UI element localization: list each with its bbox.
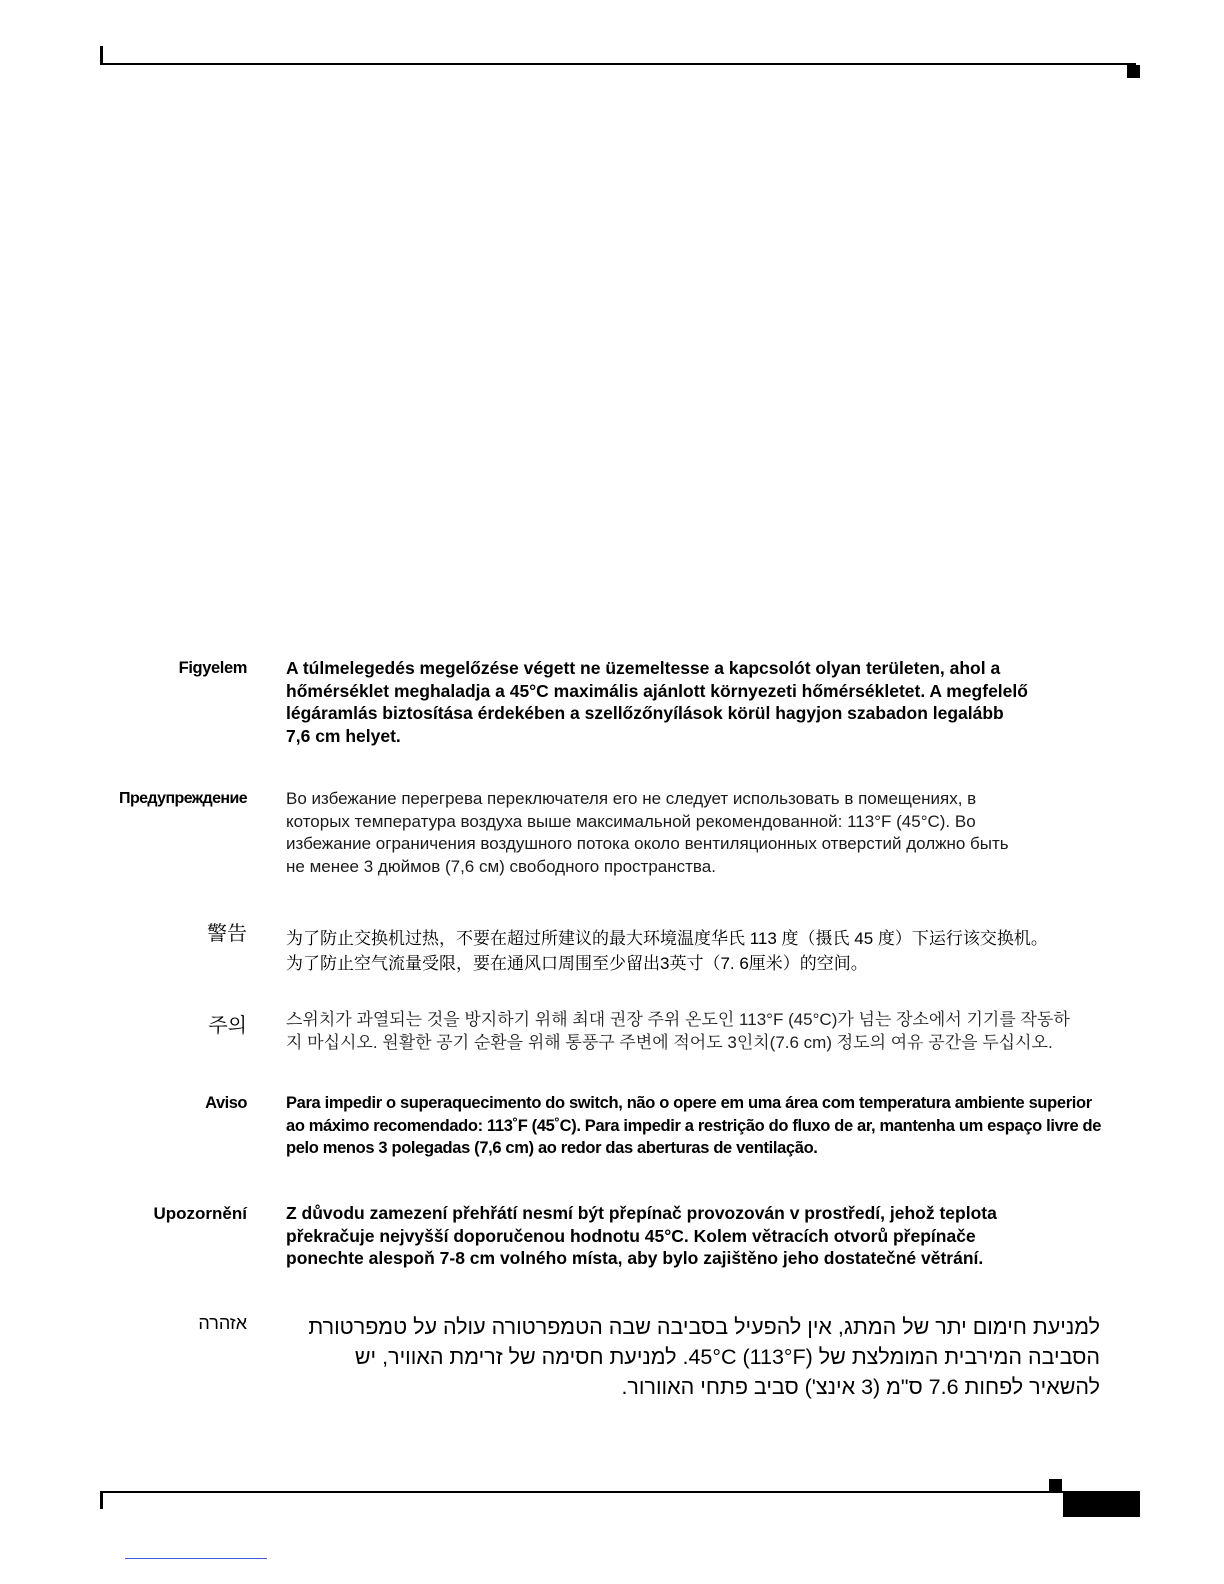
warning-label: Aviso (205, 1094, 247, 1112)
text-line: A túlmelegedés megelőzése végett ne üzemeltesse a kapcsolót olyan területen, ahol a (286, 658, 1001, 678)
warning-text (286, 788, 1136, 878)
text-line: 7,6 cm helyet. (286, 725, 401, 746)
page-number-tab (1063, 1493, 1140, 1517)
warning-text (286, 1312, 1100, 1402)
header-rule (100, 63, 1136, 65)
warning-label: 주의 (208, 1015, 247, 1037)
text-line: pelo menos 3 polegadas (7,6 cm) ao redor das aberturas de ventilação. (286, 1139, 818, 1157)
text-line: הסביבה המירבית המומלצת של 45°C (113°F). למניעת חסימה של זרימת האוויר, יש (354, 1345, 1100, 1369)
header-corner-mark (1127, 65, 1140, 78)
warning-text (286, 1008, 1136, 1054)
text-line: Para impedir o superaquecimento do switch, não o opere em uma área com temperatura ambiente superior (286, 1094, 1092, 1112)
footer-link-underline[interactable] (125, 1558, 267, 1559)
text-line: 지 마십시오. 원활한 공기 순환을 위해 통풍구 주변에 적어도 3인치(7.6 cm) 정도의 여유 공간을 두십시오. (286, 1033, 1053, 1052)
warning-text (286, 926, 1136, 976)
text-line: ao máximo recomendado: 113˚F (45˚C). Para impedir a restrição do fluxo de ar, mantenha um espaço livre de (286, 1116, 1102, 1135)
text-line: légáramlás biztosítása érdekében a szellőzőnyílások körül hagyjon szabadon legalább (286, 703, 1004, 723)
text-line: ponechte alespoň 7-8 cm volného místa, aby bylo zajištěno jeho dostatečné větrání. (286, 1248, 984, 1268)
text-line: למניעת חימום יתר של המתג, אין להפעיל בסביבה שבה הטמפרטורה עולה על טמפרטורת (308, 1315, 1100, 1339)
text-line: překračuje nejvyšší doporučenou hodnotu 45°C. Kolem větracích otvorů přepínače (286, 1225, 976, 1246)
warning-label: Предупреждение (119, 790, 247, 807)
text-line: избежание ограничения воздушного потока около вентиляционных отверстий должно быть (286, 834, 1009, 853)
warning-text (286, 657, 1136, 747)
text-line: Во избежание перегрева переключателя его не следует использовать в помещениях, в (286, 789, 977, 808)
footer-rule (100, 1491, 1140, 1493)
warning-label: אזהרה (198, 1313, 247, 1333)
footer-left-tick (100, 1493, 103, 1509)
text-line: להשאיר לפחות 7.6 ס"מ (3 אינצ') סביב פתחי האוורור. (621, 1375, 1100, 1399)
warning-label: Upozornění (153, 1204, 247, 1223)
text-line: 스위치가 과열되는 것을 방지하기 위해 최대 권장 주위 온도인 113°F (45°C)가 넘는 장소에서 기기를 작동하 (286, 1010, 1070, 1029)
warning-label: 警告 (207, 923, 247, 945)
text-line: 为了防止交换机过热，不要在超过所建议的最大环境温度华氏 113 度（摄氏 45 度）下运行该交换机。 (286, 929, 1048, 948)
text-line: hőmérséklet meghaladja a 45°C maximális ajánlott környezeti hőmérsékletet. A megfelelő (286, 680, 1028, 701)
text-line: 为了防止空气流量受限，要在通风口周围至少留出3英寸（7. 6厘米）的空间。 (286, 954, 868, 973)
warning-text (286, 1202, 1136, 1270)
text-line: которых температура воздуха выше максимальной рекомендованной: 113°F (45°C). Во (286, 811, 976, 831)
warning-text (286, 1092, 1136, 1160)
header-left-tick (100, 46, 103, 64)
text-line: Z důvodu zamezení přehřátí nesmí být přepínač provozován v prostředí, jehož teplota (286, 1203, 997, 1223)
warning-label: Figyelem (178, 659, 247, 677)
text-line: не менее 3 дюймов (7,6 см) свободного пространства. (286, 856, 716, 876)
